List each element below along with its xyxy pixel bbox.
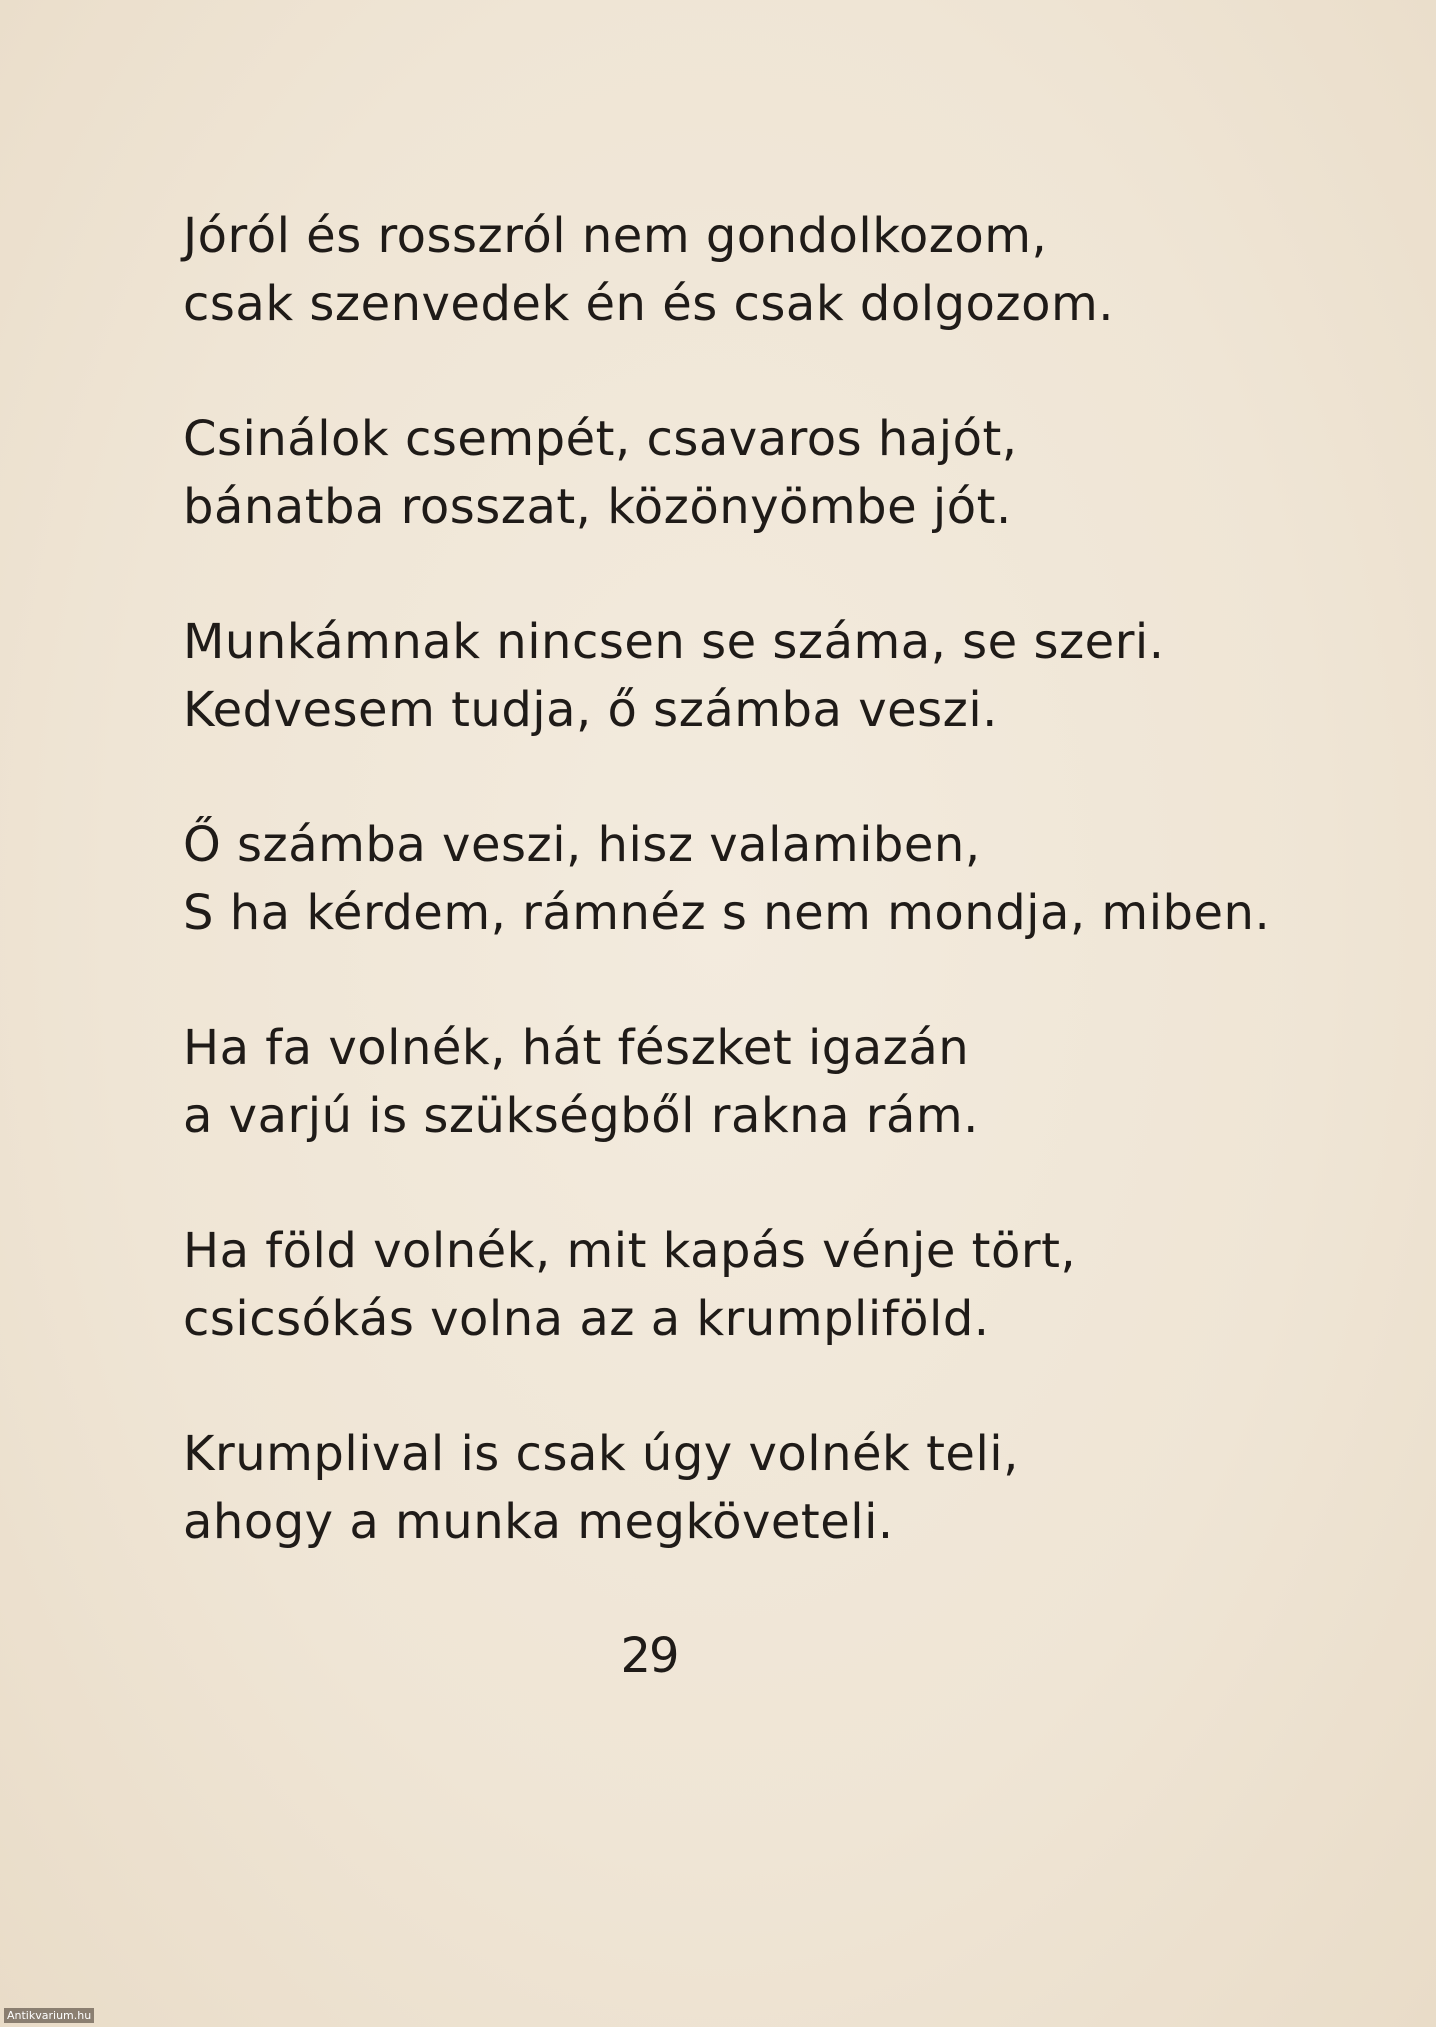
poem-line: bánatba rosszat, közönyömbe jót. [183,479,1012,535]
poem-line: ahogy a munka megköveteli. [183,1494,894,1550]
poem-line: a varjú is szükségből rakna rám. [183,1088,979,1144]
stanza-1 [183,202,1283,338]
watermark: Antikvarium.hu [4,2008,94,2023]
poem-line: Ő számba veszi, hisz valamiben, [183,817,981,873]
poem-line: S ha kérdem, rámnéz s nem mondja, miben. [183,885,1271,941]
stanza-4 [183,811,1283,947]
poem-line: csicsókás volna az a krumpliföld. [183,1291,990,1347]
poem-line: Krumplival is csak úgy volnék teli, [183,1426,1019,1482]
poem-line: Jóról és rosszról nem gondolkozom, [183,208,1048,264]
stanza-6 [183,1217,1283,1353]
page-number: 29 [620,1628,678,1684]
poem-line: csak szenvedek én és csak dolgozom. [183,276,1114,332]
poem-line: Ha föld volnék, mit kapás vénje tört, [183,1223,1077,1279]
stanza-2 [183,405,1283,541]
poem-line: Csinálok csempét, csavaros hajót, [183,411,1018,467]
poem-line: Ha fa volnék, hát fészket igazán [183,1020,970,1076]
stanza-7 [183,1420,1283,1556]
stanza-3 [183,608,1283,744]
stanza-5 [183,1014,1283,1150]
poem-line: Munkámnak nincsen se száma, se szeri. [183,614,1165,670]
poem-line: Kedvesem tudja, ő számba veszi. [183,682,998,738]
poem [183,202,1283,1623]
